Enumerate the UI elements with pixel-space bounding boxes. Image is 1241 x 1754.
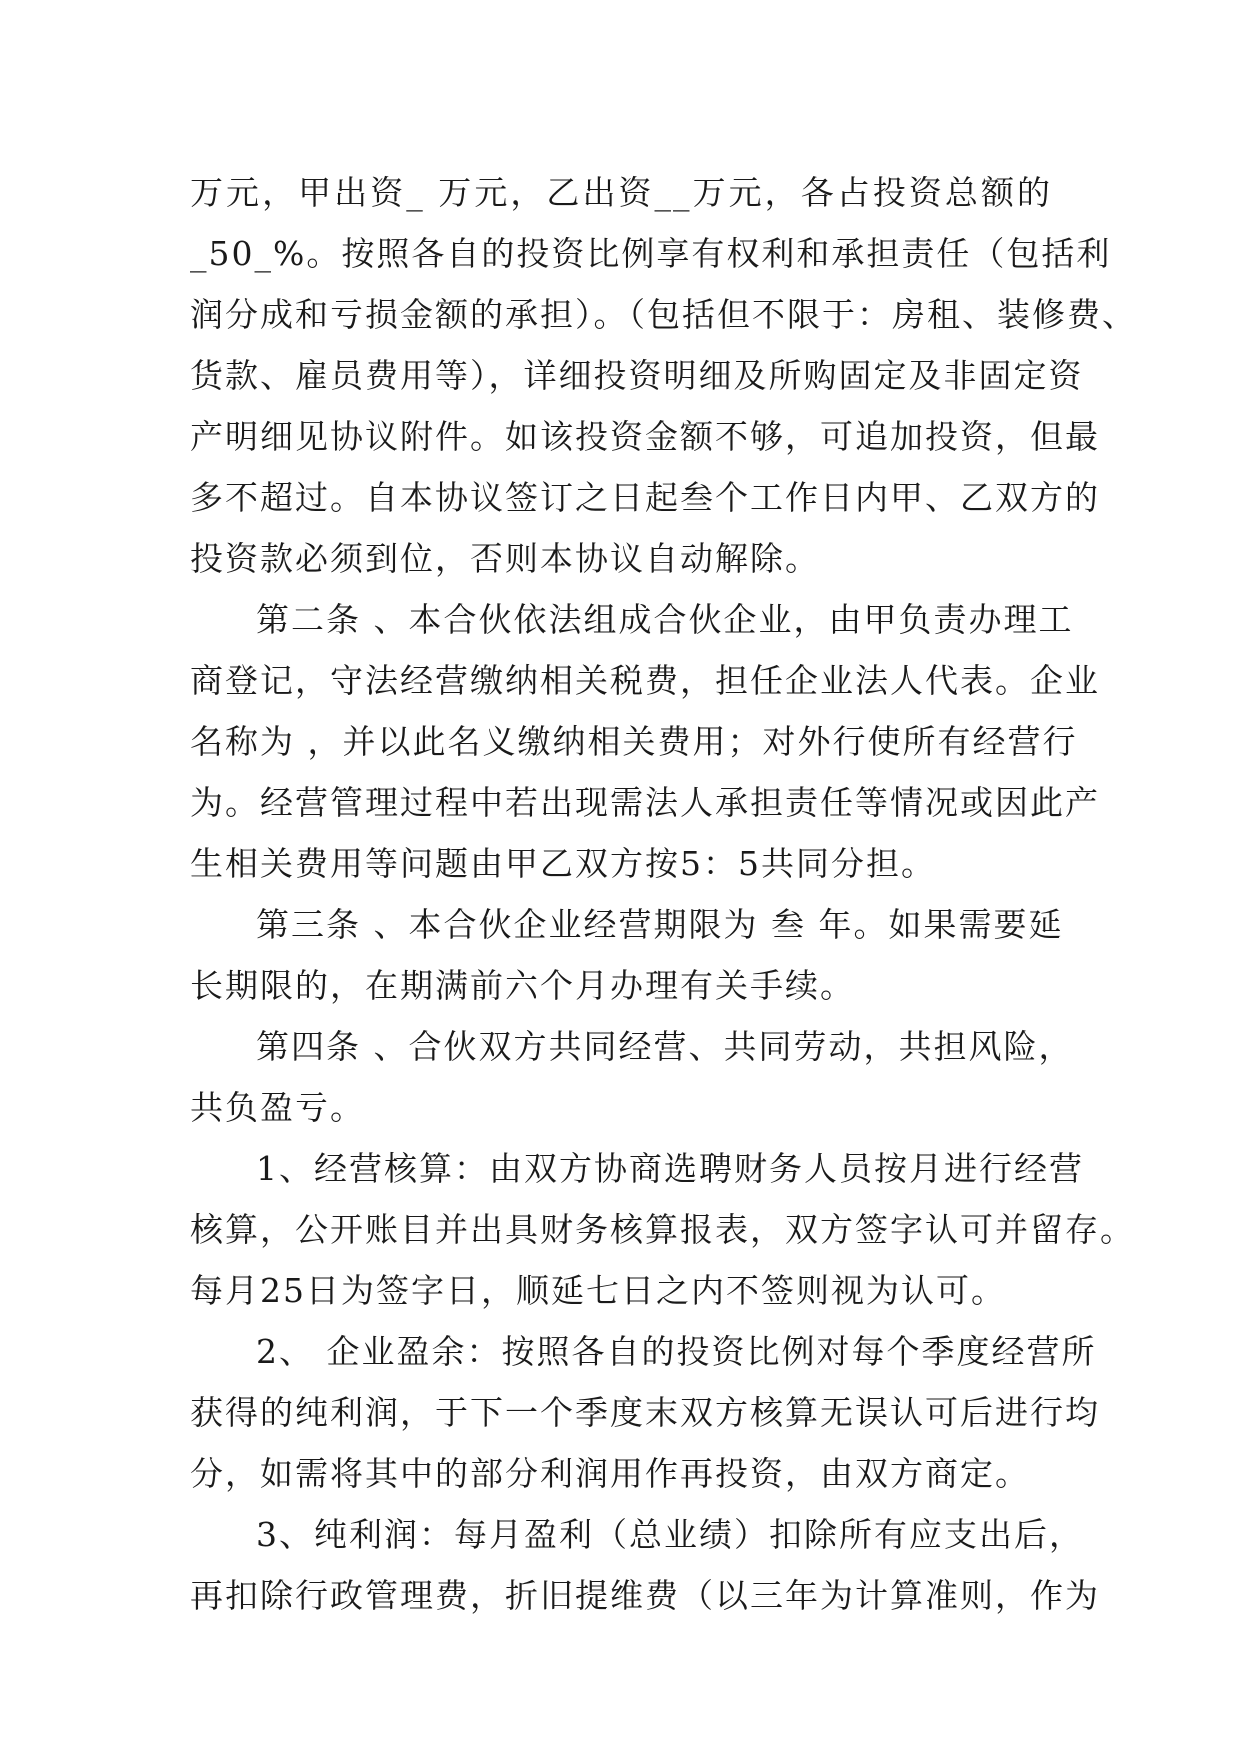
document-page [190,162,1137,1626]
text-line: 名称为 ，并以此名义缴纳相关费用；对外行使所有经营行 [190,722,1078,761]
text-line: 万元，甲出资_ 万元，乙出资__万元，各占投资总额的 [190,173,1052,212]
text-line: 产明细见协议附件。如该投资金额不够，可追加投资，但最 [190,417,1100,456]
text-line: 商登记，守法经营缴纳相关税费，担任企业法人代表。企业 [190,661,1100,700]
text-line: 共负盈亏。 [190,1088,365,1127]
paragraph-article-3: 第三条 、本合伙企业经营期限为 叁 年。如果需要延 [256,905,1064,944]
text-line: 生相关费用等问题由甲乙双方按5：5共同分担。 [190,844,936,883]
text-line: 货款、雇员费用等），详细投资明细及所购固定及非固定资 [190,356,1084,395]
paragraph-article-4: 第四条 、合伙双方共同经营、共同劳动，共担风险， [256,1027,1074,1066]
paragraph-item-2: 2、 企业盈余：按照各自的投资比例对每个季度经营所 [256,1332,1097,1371]
text-line: 再扣除行政管理费，折旧提维费（以三年为计算准则，作为 [190,1576,1100,1615]
text-line: 润分成和亏损金额的承担）。（包括但不限于：房租、装修费、 [190,295,1137,334]
text-line: 长期限的，在期满前六个月办理有关手续。 [190,966,855,1005]
paragraph-article-2: 第二条 、本合伙依法组成合伙企业，由甲负责办理工 [256,600,1074,639]
text-line: 投资款必须到位，否则本协议自动解除。 [190,539,820,578]
paragraph-item-3: 3、纯利润：每月盈利（总业绩）扣除所有应支出后， [256,1515,1084,1554]
text-line: 分，如需将其中的部分利润用作再投资，由双方商定。 [190,1454,1030,1493]
text-line: 每月25日为签字日，顺延七日之内不签则视为认可。 [190,1271,1006,1310]
text-line: _50_%。按照各自的投资比例享有权利和承担责任（包括利 [190,234,1112,273]
text-line: 获得的纯利润，于下一个季度末双方核算无误认可后进行均 [190,1393,1100,1432]
text-line: 核算，公开账目并出具财务核算报表，双方签字认可并留存。 [190,1210,1135,1249]
paragraph-item-1: 1、经营核算：由双方协商选聘财务人员按月进行经营 [256,1149,1084,1188]
text-line: 为。经营管理过程中若出现需法人承担责任等情况或因此产 [190,783,1100,822]
text-line: 多不超过。自本协议签订之日起叁个工作日内甲、乙双方的 [190,478,1100,517]
